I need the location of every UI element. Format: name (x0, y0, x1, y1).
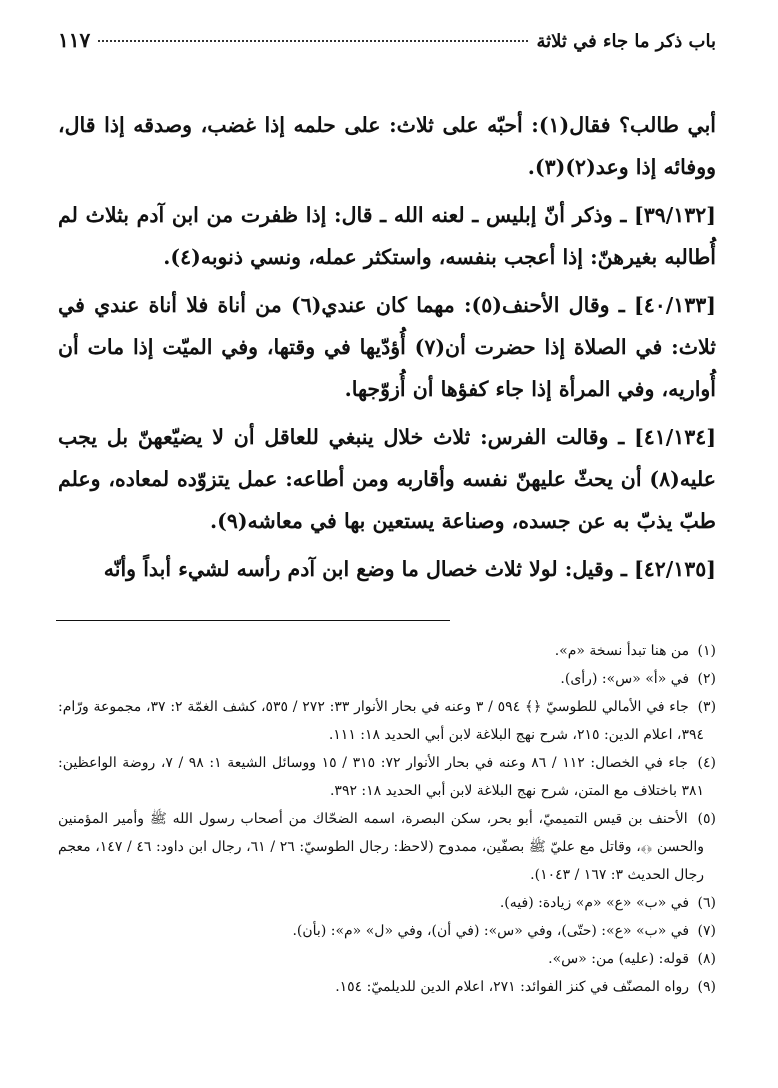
paragraph-text: أبي طالب؟ فقال(١): أحبّه على ثلاث: على حلمه إذا غضب، وصدقه إذا قال، ووفائه إذا وعد(٢)(٣). (58, 113, 717, 179)
header-dot-leader (98, 40, 528, 42)
footnote-number: (٦) (697, 895, 716, 911)
footnote-number: (٩) (697, 979, 716, 995)
hadith-ref-number: [٤١/١٣٤] (634, 425, 717, 449)
footnote-text: من هنا تبدأ نسخة «م». (554, 643, 690, 659)
hadith-ref-number: [٤٠/١٣٣] (634, 293, 716, 317)
footnote-text: في «ب» «ع»: (حتّى)، وفي «س»: (في أن)، وفي «ل» «م»: (بأن). (292, 923, 690, 939)
paragraph (58, 284, 716, 410)
paragraph-text: ـ وذكر أنّ إبليس ـ لعنه الله ـ قال: إذا ظفرت من ابن آدم بثلاث لم أُطالبه بغيرهنّ: إذا أعجب بنفسه، واستكثر عمله، ونسي ذنوبه(٤). (58, 203, 716, 269)
footnote (58, 973, 716, 1001)
hadith-ref-number: [٤٢/١٣٥] (634, 557, 716, 581)
footnote-text: جاء في الخصال: ١١٢ / ٨٦ وعنه في بحار الأنوار ٧٢: ٣١٥ / ١٥ ووسائل الشيعة ١: ٩٨ / ٧، روضة الواعظين: ٣٨١ باختلاف مع المتن، شرح نهج البلاغة لابن أبي الحديد ١٨: ٣٩٢. (58, 755, 704, 799)
footnote-number: (١) (697, 643, 716, 659)
paragraph-text: ـ وقال الأحنف(٥): مهما كان عندي(٦) من أناة فلا أناة عندي في ثلاث: في الصلاة إذا حضرت أن(٧) أُؤدّيها في وقتها، وفي الميّت إذا مات أن أُواريه، وفي المرأة إذا جاء كفؤها أن أُزوّجها. (58, 293, 716, 401)
footnote (58, 945, 716, 973)
paragraph (58, 104, 716, 188)
paragraph-text: ـ وقالت الفرس: ثلاث خلال ينبغي للعاقل أن لا يضيّعهنّ بل يجب عليه(٨) أن يحثّ عليهنّ نفسه وأقاربه ومن أطاعه: عمل يتزوّده لمعاده، وعلم طبّ يذبّ به عن جسده، وصناعة يستعين بها في معاشه(٩). (58, 425, 716, 533)
footnote-text: جاء في الأمالي للطوسيّ ﴿﴾ ٥٩٤ / ٣ وعنه في بحار الأنوار ٣٣: ٢٧٢ / ٥٣٥، كشف الغمّة ٢: ٣٧، مجموعة ورّام: ٣٩٤، اعلام الدين: ٢١٥، شرح نهج البلاغة لابن أبي الحديد ١٨: ١١١. (58, 699, 704, 743)
paragraph (58, 548, 716, 590)
paragraph (58, 194, 716, 278)
footnote-text: قوله: (عليه) من: «س». (548, 951, 690, 967)
footnotes (58, 637, 716, 1001)
footnote-text: الأحنف بن قيس التميميّ، أبو بحر، سكن البصرة، اسمه الضحّاك من أصحاب رسول الله ﷺ وأمير المؤمنين والحسن ﴿﴾، وقاتل مع عليّ ﷺ بصفّين، ممدوح (لاحظ: رجال الطوسيّ: ٢٦ / ٦١، رجال ابن داود: ٤٦ / ١٤٧، معجم رجال الحديث ٣: ١٦٧ / ١٠٤٣). (58, 811, 704, 883)
footnote-number: (٤) (697, 755, 716, 771)
footnote-number: (٧) (697, 923, 716, 939)
hadith-ref-number: [٣٩/١٣٢] (634, 203, 716, 227)
footnote-number: (٥) (697, 811, 716, 827)
paragraph-text: ـ وقيل: لولا ثلاث خصال ما وضع ابن آدم رأسه لشيء أبداً وأنّه (103, 557, 627, 581)
footnote-text: رواه المصنّف في كنز الفوائد: ٢٧١، اعلام الدين للديلميّ: ١٥٤. (335, 979, 690, 995)
paragraph (58, 416, 716, 542)
footnote (58, 637, 716, 665)
running-title: باب ذكر ما جاء في ثلاثة (536, 31, 716, 52)
page-number: ١١٧ (58, 28, 91, 52)
footnote (58, 693, 716, 749)
running-header (58, 28, 716, 64)
footnote (58, 749, 716, 805)
footnote (58, 917, 716, 945)
footnote (58, 805, 716, 889)
footnote-number: (٨) (697, 951, 716, 967)
footnote-text: في «ب» «ع» «م» زيادة: (فيه). (499, 895, 690, 911)
footnote (58, 665, 716, 693)
footnote-number: (٢) (697, 671, 716, 687)
main-text (58, 104, 716, 590)
footnote-number: (٣) (697, 699, 717, 715)
footnote-text: في «أ» «س»: (رأى). (560, 671, 690, 687)
footnote-separator (56, 620, 450, 621)
footnote (58, 889, 716, 917)
book-page (58, 28, 716, 1001)
